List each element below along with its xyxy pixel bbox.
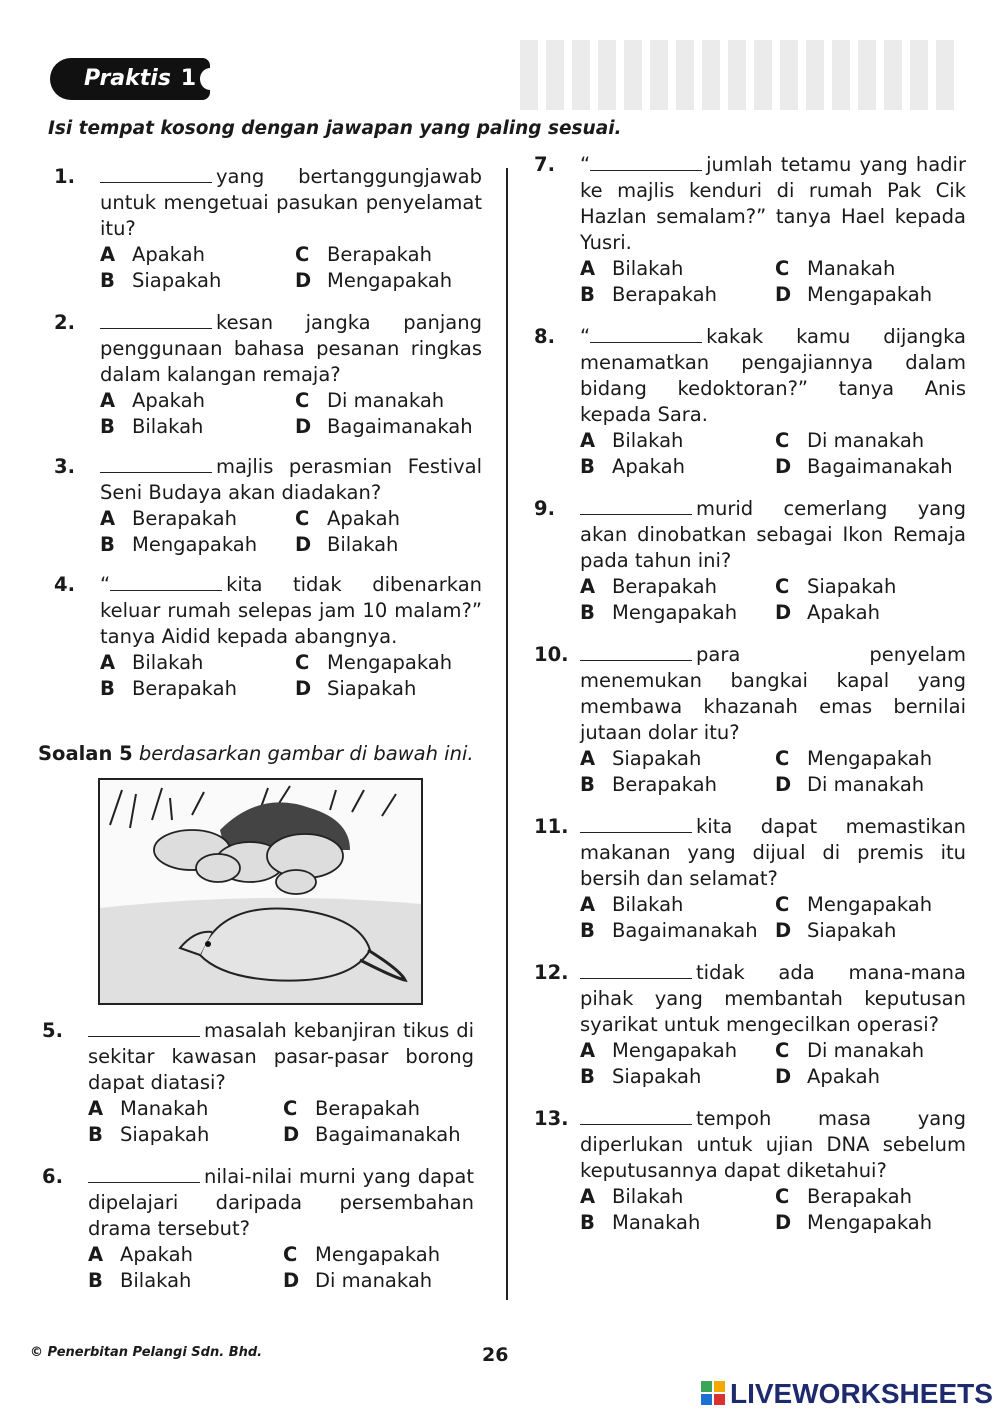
option-key: B — [580, 455, 595, 478]
option-text: Di manakah — [807, 1039, 925, 1062]
option-text: Berapakah — [132, 677, 237, 700]
publisher-credit: © Penerbitan Pelangi Sdn. Bhd. — [30, 1345, 263, 1360]
option-b[interactable] — [580, 1210, 775, 1236]
option-c[interactable] — [295, 506, 495, 532]
option-key: C — [775, 575, 790, 598]
option-text: Di manakah — [315, 1269, 433, 1292]
option-a[interactable] — [580, 428, 775, 454]
option-text: Apakah — [612, 455, 685, 478]
option-key: C — [775, 1039, 790, 1062]
question — [534, 960, 966, 1090]
option-c[interactable] — [775, 574, 975, 600]
option-key: D — [295, 415, 312, 438]
option-key: C — [295, 507, 310, 530]
stem-text: yang bertanggungjawab untuk mengetuai pasukan penyelamat itu? — [100, 165, 482, 240]
option-text: Bagaimanakah — [327, 415, 473, 438]
question — [54, 454, 482, 558]
option-c[interactable] — [295, 242, 495, 268]
option-key: A — [100, 507, 116, 530]
option-b[interactable] — [580, 772, 775, 798]
option-text: Mengapakah — [612, 601, 738, 624]
option-a[interactable] — [100, 242, 295, 268]
stem-text: tidak ada mana-mana pihak yang membantah keputusan syarikat untuk mengecilkan operasi? — [580, 961, 966, 1036]
option-text: Berapakah — [327, 243, 432, 266]
stem-text: nilai-nilai murni yang dapat dipelajari daripada persembahan drama tersebut? — [88, 1165, 474, 1240]
badge-label: Praktis — [84, 66, 171, 91]
praktis-badge — [50, 58, 210, 100]
option-text: Mengapakah — [327, 269, 453, 292]
option-text: Bagaimanakah — [807, 455, 953, 478]
stem-text: jumlah tetamu yang hadir ke majlis kenduri di rumah Pak Cik Hazlan semalam?” tanya Hael kepada Yusri. — [580, 153, 966, 254]
question-stem — [580, 1106, 966, 1184]
option-text: Siapakah — [612, 747, 702, 770]
question-stem — [580, 496, 966, 574]
option-c[interactable] — [295, 388, 495, 414]
option-key: C — [283, 1243, 298, 1266]
option-key: D — [775, 773, 792, 796]
liveworksheets-icon — [700, 1380, 726, 1406]
question — [534, 1106, 966, 1236]
option-key: B — [88, 1269, 103, 1292]
option-a[interactable] — [88, 1096, 283, 1122]
question — [42, 1018, 474, 1148]
option-text: Berapakah — [612, 575, 717, 598]
option-grid — [100, 650, 482, 702]
rats-illustration — [98, 778, 423, 1005]
option-key: D — [775, 1211, 792, 1234]
option-c[interactable] — [295, 650, 495, 676]
page-number: 26 — [482, 1344, 509, 1366]
question — [534, 496, 966, 626]
option-text: Apakah — [807, 1065, 880, 1088]
question-stem — [88, 1018, 474, 1096]
question — [54, 310, 482, 440]
option-text: Siapakah — [807, 919, 897, 942]
option-grid — [580, 892, 966, 944]
option-key: B — [100, 269, 115, 292]
option-b[interactable] — [580, 282, 775, 308]
option-key: D — [775, 601, 792, 624]
answer-blank[interactable] — [590, 326, 702, 343]
question-number: 4. — [54, 573, 75, 596]
option-key: A — [580, 747, 596, 770]
option-text: Berapakah — [612, 773, 717, 796]
option-text: Mengapakah — [807, 893, 933, 916]
question-number: 7. — [534, 153, 555, 176]
question-stem — [100, 454, 482, 506]
option-text: Bagaimanakah — [612, 919, 758, 942]
badge-number: 1 — [180, 66, 196, 91]
option-key: D — [283, 1123, 300, 1146]
option-b[interactable] — [100, 414, 295, 440]
answer-blank[interactable] — [580, 1108, 692, 1125]
question — [534, 814, 966, 944]
option-text: Apakah — [132, 389, 205, 412]
option-d[interactable] — [295, 414, 495, 440]
option-grid — [580, 256, 966, 308]
option-d[interactable] — [295, 268, 495, 294]
option-a[interactable] — [580, 574, 775, 600]
option-b[interactable] — [580, 454, 775, 480]
option-d[interactable] — [283, 1122, 483, 1148]
left-column-top — [54, 164, 482, 716]
option-text: Siapakah — [132, 269, 222, 292]
option-key: C — [775, 1185, 790, 1208]
answer-blank[interactable] — [100, 166, 212, 183]
question-number: 2. — [54, 311, 75, 334]
open-quote: “ — [580, 153, 591, 176]
option-key: D — [283, 1269, 300, 1292]
question-stem — [100, 310, 482, 388]
option-text: Siapakah — [120, 1123, 210, 1146]
option-key: C — [295, 243, 310, 266]
option-a[interactable] — [580, 256, 775, 282]
answer-blank[interactable] — [88, 1166, 200, 1183]
option-text: Siapakah — [807, 575, 897, 598]
option-text: Mengapakah — [315, 1243, 441, 1266]
stem-text: kesan jangka panjang penggunaan bahasa pesanan ringkas dalam kalangan remaja? — [100, 311, 482, 386]
option-key: B — [100, 677, 115, 700]
stem-text: para penyelam menemukan bangkai kapal yang membawa khazanah emas bernilai jutaan dolar itu? — [580, 643, 966, 744]
option-key: D — [295, 269, 312, 292]
stem-text: kakak kamu dijangka menamatkan pengajiannya dalam bidang kedoktoran?” tanya Anis kepada Sara. — [580, 325, 966, 426]
question-number: 13. — [534, 1107, 569, 1130]
option-c[interactable] — [775, 746, 975, 772]
stem-text: kita dapat memastikan makanan yang dijual di premis itu bersih dan selamat? — [580, 815, 966, 890]
question-stem — [100, 572, 482, 650]
brand-text: LIVEWORKSHEETS — [730, 1378, 993, 1409]
option-text: Mengapakah — [807, 1211, 933, 1234]
open-quote: “ — [100, 573, 111, 596]
question-number: 5. — [42, 1019, 63, 1042]
option-key: B — [580, 773, 595, 796]
option-d[interactable] — [775, 600, 975, 626]
option-key: A — [580, 1039, 596, 1062]
question — [54, 164, 482, 294]
option-grid — [100, 388, 482, 440]
option-b[interactable] — [100, 268, 295, 294]
option-key: C — [775, 429, 790, 452]
option-text: Bilakah — [132, 415, 204, 438]
option-key: A — [580, 575, 596, 598]
option-key: B — [100, 533, 115, 556]
option-c[interactable] — [775, 892, 975, 918]
option-text: Bilakah — [612, 1185, 684, 1208]
question-stem — [580, 152, 966, 256]
option-a[interactable] — [100, 650, 295, 676]
option-text: Manakah — [120, 1097, 209, 1120]
answer-blank[interactable] — [590, 154, 702, 171]
option-key: A — [580, 1185, 596, 1208]
question — [54, 572, 482, 702]
option-b[interactable] — [100, 676, 295, 702]
badge-notch — [200, 68, 220, 90]
answer-blank[interactable] — [580, 644, 692, 661]
option-key: D — [775, 919, 792, 942]
option-b[interactable] — [580, 1064, 775, 1090]
option-a[interactable] — [580, 1184, 775, 1210]
answer-blank[interactable] — [100, 456, 212, 473]
option-grid — [580, 428, 966, 480]
column-divider — [506, 168, 508, 1300]
option-key: D — [775, 455, 792, 478]
option-text: Berapakah — [612, 283, 717, 306]
option-key: D — [775, 1065, 792, 1088]
option-key: C — [295, 389, 310, 412]
option-grid — [580, 1038, 966, 1090]
answer-blank[interactable] — [100, 312, 212, 329]
option-a[interactable] — [88, 1242, 283, 1268]
option-key: C — [295, 651, 310, 674]
question-stem — [580, 642, 966, 746]
option-text: Apakah — [327, 507, 400, 530]
answer-blank[interactable] — [580, 816, 692, 833]
option-key: B — [580, 601, 595, 624]
option-text: Mengapakah — [807, 283, 933, 306]
option-text: Siapakah — [327, 677, 417, 700]
option-text: Bilakah — [612, 257, 684, 280]
open-quote: “ — [580, 325, 591, 348]
question-number: 8. — [534, 325, 555, 348]
option-key: A — [580, 429, 596, 452]
liveworksheets-logo[interactable] — [700, 1378, 993, 1410]
question — [534, 152, 966, 308]
option-text: Apakah — [120, 1243, 193, 1266]
stem-text: majlis perasmian Festival Seni Budaya akan diadakan? — [100, 455, 482, 504]
option-key: A — [88, 1243, 104, 1266]
option-key: B — [580, 1065, 595, 1088]
option-key: C — [775, 747, 790, 770]
option-b[interactable] — [580, 600, 775, 626]
option-c[interactable] — [775, 1184, 975, 1210]
question-stem — [580, 960, 966, 1038]
stem-text: murid cemerlang yang akan dinobatkan sebagai Ikon Remaja pada tahun ini? — [580, 497, 966, 572]
question-number: 12. — [534, 961, 569, 984]
option-text: Bilakah — [612, 893, 684, 916]
option-key: A — [88, 1097, 104, 1120]
option-text: Bilakah — [120, 1269, 192, 1292]
option-c[interactable] — [283, 1242, 483, 1268]
option-text: Siapakah — [612, 1065, 702, 1088]
option-text: Berapakah — [132, 507, 237, 530]
option-a[interactable] — [100, 506, 295, 532]
option-b[interactable] — [88, 1122, 283, 1148]
question — [42, 1164, 474, 1294]
stem-text: tempoh masa yang diperlukan untuk ujian DNA sebelum keputusannya dapat diketahui? — [580, 1107, 966, 1182]
option-d[interactable] — [295, 532, 495, 558]
option-grid — [100, 242, 482, 294]
option-grid — [88, 1096, 474, 1148]
option-key: D — [775, 283, 792, 306]
stem-text: kita tidak dibenarkan keluar rumah selepas jam 10 malam?” tanya Aidid kepada abangnya. — [100, 573, 482, 648]
option-grid — [88, 1242, 474, 1294]
option-key: B — [580, 283, 595, 306]
option-key: A — [100, 651, 116, 674]
option-d[interactable] — [775, 1064, 975, 1090]
option-key: B — [580, 1211, 595, 1234]
option-b[interactable] — [100, 532, 295, 558]
option-text: Apakah — [807, 601, 880, 624]
option-key: A — [100, 243, 116, 266]
answer-blank[interactable] — [580, 962, 692, 979]
option-grid — [100, 506, 482, 558]
option-d[interactable] — [775, 772, 975, 798]
option-key: D — [295, 533, 312, 556]
question-stem — [88, 1164, 474, 1242]
option-text: Di manakah — [327, 389, 445, 412]
right-column — [534, 152, 966, 1250]
option-a[interactable] — [580, 746, 775, 772]
option-a[interactable] — [100, 388, 295, 414]
option-text: Bilakah — [132, 651, 204, 674]
stem-text: masalah kebanjiran tikus di sekitar kawasan pasar-pasar borong dapat diatasi? — [88, 1019, 474, 1094]
option-grid — [580, 746, 966, 798]
option-text: Manakah — [612, 1211, 701, 1234]
option-grid — [580, 1184, 966, 1236]
option-c[interactable] — [283, 1096, 483, 1122]
option-c[interactable] — [775, 428, 975, 454]
option-text: Mengapakah — [807, 747, 933, 770]
option-key: C — [775, 257, 790, 280]
left-column-bottom — [42, 1018, 474, 1308]
option-text: Mengapakah — [132, 533, 258, 556]
option-key: A — [100, 389, 116, 412]
option-text: Manakah — [807, 257, 896, 280]
option-b[interactable] — [580, 918, 775, 944]
option-text: Di manakah — [807, 773, 925, 796]
option-key: C — [283, 1097, 298, 1120]
option-d[interactable] — [775, 1210, 975, 1236]
option-key: C — [775, 893, 790, 916]
answer-blank[interactable] — [580, 498, 692, 515]
question-number: 10. — [534, 643, 569, 666]
question-number: 3. — [54, 455, 75, 478]
rats-drawing — [100, 780, 421, 1003]
option-text: Berapakah — [807, 1185, 912, 1208]
option-d[interactable] — [775, 918, 975, 944]
option-text: Bilakah — [612, 429, 684, 452]
option-key: A — [580, 257, 596, 280]
option-key: B — [100, 415, 115, 438]
option-c[interactable] — [775, 1038, 975, 1064]
question — [534, 642, 966, 798]
instruction: Isi tempat kosong dengan jawapan yang paling sesuai. — [48, 118, 622, 139]
faded-background-heading — [520, 40, 960, 110]
question-stem — [580, 324, 966, 428]
option-text: Bagaimanakah — [315, 1123, 461, 1146]
option-d[interactable] — [775, 454, 975, 480]
answer-blank[interactable] — [110, 574, 222, 591]
option-grid — [580, 574, 966, 626]
question-number: 9. — [534, 497, 555, 520]
answer-blank[interactable] — [88, 1020, 200, 1037]
question-stem — [580, 814, 966, 892]
option-a[interactable] — [580, 892, 775, 918]
option-key: B — [88, 1123, 103, 1146]
option-b[interactable] — [88, 1268, 283, 1294]
option-text: Mengapakah — [327, 651, 453, 674]
option-text: Di manakah — [807, 429, 925, 452]
option-text: Apakah — [132, 243, 205, 266]
option-text: Bilakah — [327, 533, 399, 556]
question-number: 6. — [42, 1165, 63, 1188]
option-d[interactable] — [283, 1268, 483, 1294]
option-a[interactable] — [580, 1038, 775, 1064]
option-c[interactable] — [775, 256, 975, 282]
question-number: 11. — [534, 815, 569, 838]
option-key: D — [295, 677, 312, 700]
option-text: Mengapakah — [612, 1039, 738, 1062]
question — [534, 324, 966, 480]
option-d[interactable] — [775, 282, 975, 308]
question-number: 1. — [54, 165, 75, 188]
option-text: Berapakah — [315, 1097, 420, 1120]
option-d[interactable] — [295, 676, 495, 702]
option-key: A — [580, 893, 596, 916]
question-stem — [100, 164, 482, 242]
option-key: B — [580, 919, 595, 942]
soalan-note: Soalan 5 berdasarkan gambar di bawah ini. — [38, 742, 474, 765]
